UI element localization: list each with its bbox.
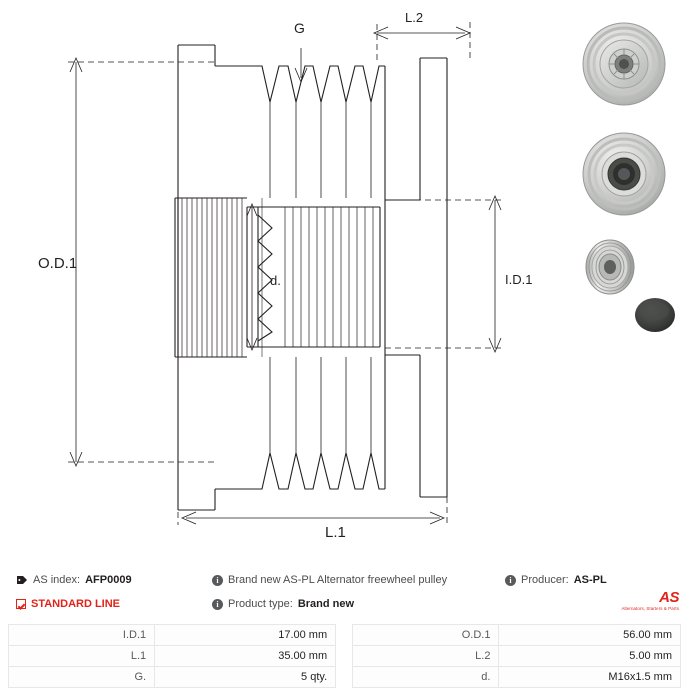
table-row (9, 646, 681, 667)
photo-pulley-cap[interactable] (628, 288, 682, 342)
spec-value: 17.00 mm (155, 625, 336, 646)
standard-line-badge (16, 598, 120, 610)
label-l1: L.1 (325, 524, 346, 541)
producer-label: Producer: (521, 574, 569, 586)
aspl-logo-text: AS (659, 589, 679, 606)
label-g: G (294, 20, 305, 36)
aspl-logo (621, 590, 679, 612)
info-icon: i (505, 575, 516, 586)
product-type (212, 598, 354, 610)
spec-key: L.1 (9, 646, 155, 667)
product-type-label: Product type: (228, 598, 293, 610)
spec-table (8, 624, 681, 688)
spec-value: 56.00 mm (499, 625, 681, 646)
info-row-1 (0, 568, 689, 592)
photo-pulley-rear-view[interactable] (568, 118, 680, 230)
spec-value: 35.00 mm (155, 646, 336, 667)
info-row-2 (0, 589, 689, 616)
producer (505, 574, 607, 586)
spacer (336, 646, 353, 667)
label-l2: L.2 (405, 10, 424, 25)
aspl-logo-tagline: Alternators, Starters & Parts (621, 606, 679, 611)
spec-value: 5 qty. (155, 667, 336, 688)
info-icon: i (212, 575, 223, 586)
spec-value: 5.00 mm (499, 646, 681, 667)
spec-key: L.2 (353, 646, 499, 667)
check-icon (16, 599, 26, 609)
standard-line-label: STANDARD LINE (31, 598, 121, 610)
table-row (9, 667, 681, 688)
product-description-label: Brand new AS-PL Alternator freewheel pulley (228, 574, 448, 586)
spec-key: d. (353, 667, 499, 688)
label-id1: I.D.1 (505, 272, 533, 287)
spacer (336, 667, 353, 688)
as-index (16, 574, 132, 586)
producer-value: AS-PL (573, 574, 607, 586)
spec-key: I.D.1 (9, 625, 155, 646)
as-index-label: AS index: (33, 574, 81, 586)
tag-icon (16, 575, 28, 585)
spec-key: G. (9, 667, 155, 688)
label-d: d. (270, 273, 281, 288)
spacer (336, 625, 353, 646)
product-info-strip (0, 568, 689, 620)
table-row (9, 625, 681, 646)
label-od1: O.D.1 (38, 255, 78, 272)
as-index-value: AFP0009 (85, 574, 132, 586)
spec-value: M16x1.5 mm (499, 667, 681, 688)
product-description (212, 574, 447, 586)
spec-key: O.D.1 (353, 625, 499, 646)
product-type-value: Brand new (297, 598, 355, 610)
product-photo-list (560, 0, 689, 560)
photo-pulley-front-view[interactable] (568, 8, 680, 120)
info-icon: i (212, 599, 223, 610)
